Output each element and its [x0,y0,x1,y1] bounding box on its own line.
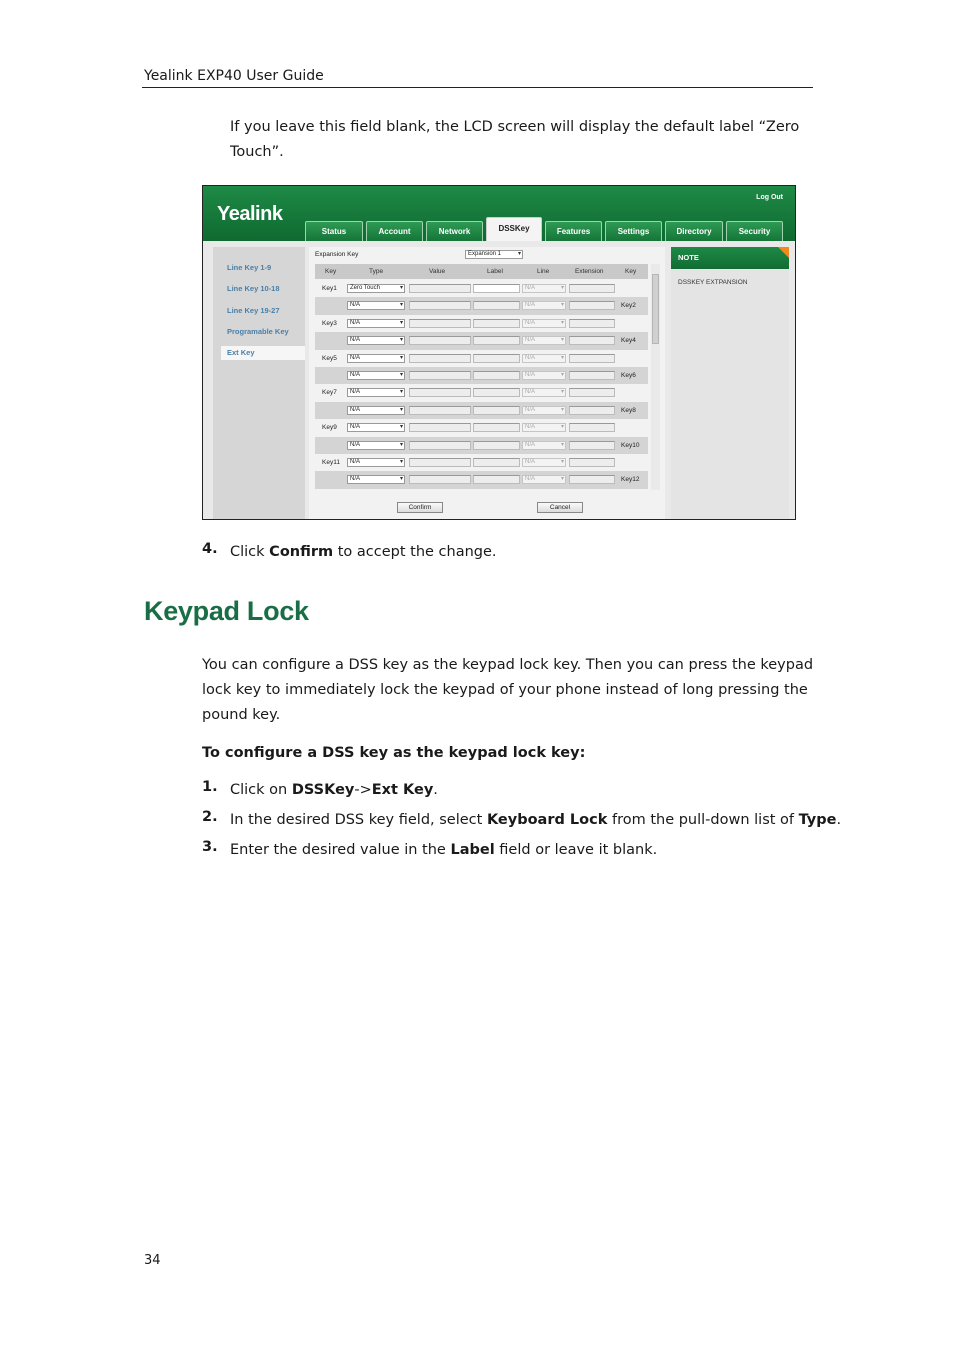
extension-input[interactable] [569,406,615,415]
step-1-number: 1. [202,779,218,795]
table-scrollbar[interactable] [651,264,660,490]
key-name-left: Key7 [322,389,337,397]
extension-input[interactable] [569,371,615,380]
key-name-left: Key5 [322,354,337,362]
step-4-number: 4. [202,541,218,557]
extension-input[interactable] [569,475,615,484]
type-select[interactable]: Zero Touch ▾ [347,284,405,293]
body-line-3: pound key. [202,707,281,723]
label-input[interactable] [473,284,520,293]
line-select[interactable]: N/A ▾ [522,301,566,310]
label-input[interactable] [473,475,520,484]
table-row [315,350,648,367]
body-line-2: lock key to immediately lock the keypad of your phone instead of long pressing the [202,682,808,698]
key-name-right: Key6 [621,372,636,379]
tab-status[interactable]: Status [305,221,363,241]
note-text: DSSKEY EXTPANSION [678,279,748,286]
confirm-button[interactable]: Confirm [397,502,443,513]
column-line: Line [537,268,550,275]
table-row [315,402,648,419]
type-select[interactable]: N/A ▾ [347,319,405,328]
note-corner-icon [778,247,789,258]
label-input[interactable] [473,371,520,380]
tab-dsskey[interactable]: DSSKey [486,217,542,241]
body-line-1: You can configure a DSS key as the keypad lock key. Then you can press the keypad [202,657,814,673]
yealink-logo: Yealink [217,203,283,225]
table-row [315,315,648,332]
tab-network[interactable]: Network [426,221,483,241]
column-label: Label [487,268,503,275]
line-select[interactable]: N/A ▾ [522,354,566,363]
type-select[interactable]: N/A ▾ [347,388,405,397]
label-input[interactable] [473,354,520,363]
table-row [315,437,648,454]
type-select[interactable]: N/A ▾ [347,458,405,467]
label-input[interactable] [473,319,520,328]
label-input[interactable] [473,441,520,450]
table-row [315,280,648,297]
sidebar-item-line-key-1-9[interactable]: Line Key 1-9 [227,263,272,272]
type-select[interactable]: N/A ▾ [347,371,405,380]
value-input[interactable] [409,406,471,415]
table-row [315,297,648,314]
note-title: NOTE [671,247,789,269]
note-panel [671,247,789,519]
label-input[interactable] [473,406,520,415]
label-input[interactable] [473,301,520,310]
line-select[interactable]: N/A ▾ [522,441,566,450]
header-rule [142,87,813,88]
table-row [315,419,648,436]
top-banner [203,186,795,241]
table-row [315,454,648,471]
line-select[interactable]: N/A ▾ [522,475,566,484]
value-input[interactable] [409,371,471,380]
step-1-text: Click on DSSKey->Ext Key. [230,782,438,798]
sidebar-item-ext-key[interactable]: Ext Key [221,346,305,360]
label-input[interactable] [473,458,520,467]
key-name-left: Key3 [322,319,337,327]
type-select[interactable]: N/A ▾ [347,301,405,310]
column-key-left: Key [325,268,337,275]
key-name-right: Key4 [621,337,636,345]
extension-input[interactable] [569,354,615,363]
key-name-right: Key8 [621,406,636,414]
line-select[interactable]: N/A ▾ [522,284,566,293]
tab-features[interactable]: Features [545,221,602,241]
sidebar [213,247,305,519]
line-select[interactable]: N/A ▾ [522,336,566,345]
extension-input[interactable] [569,388,615,397]
table-header [315,264,648,279]
section-title: Keypad Lock [144,596,309,626]
running-header: Yealink EXP40 User Guide [144,68,324,84]
extension-input[interactable] [569,336,615,345]
line-select[interactable]: N/A ▾ [522,458,566,467]
sidebar-item-line-key-19-27[interactable]: Line Key 19-27 [227,306,280,315]
cancel-button[interactable]: Cancel [537,502,583,513]
key-name-right: Key2 [621,302,636,310]
key-name-left: Key9 [322,424,337,432]
dsskey-screenshot [202,185,796,520]
extension-input[interactable] [569,423,615,432]
type-select[interactable]: N/A ▾ [347,406,405,415]
type-select[interactable]: N/A ▾ [347,354,405,363]
type-select[interactable]: N/A ▾ [347,441,405,450]
page-number: 34 [144,1253,161,1268]
extension-input[interactable] [569,284,615,293]
column-type: Type [369,268,384,275]
key-name-right: Key10 [621,441,640,449]
label-input[interactable] [473,423,520,432]
type-select[interactable]: N/A ▾ [347,423,405,432]
extension-input[interactable] [569,441,615,450]
line-select[interactable]: N/A ▾ [522,319,566,328]
key-name-left: Key11 [322,459,340,466]
scrollbar-thumb[interactable] [652,274,659,344]
tab-security[interactable]: Security [726,221,783,241]
key-name-left: Key1 [322,285,337,292]
expansion-key-label: Expansion Key [315,251,359,258]
sidebar-item-line-key-10-18[interactable]: Line Key 10-18 [227,284,280,293]
step-2-text: In the desired DSS key field, select Keyboard Lock from the pull-down list of Type. [230,812,842,828]
value-input[interactable] [409,354,471,363]
value-input[interactable] [409,441,471,450]
line-select[interactable]: N/A ▾ [522,423,566,432]
extension-input[interactable] [569,301,615,310]
step-3-text: Enter the desired value in the Label field or leave it blank. [230,842,658,858]
table-row [315,384,648,401]
intro-line-2: Touch”. [230,144,284,160]
value-input[interactable] [409,475,471,484]
value-input[interactable] [409,301,471,310]
table-row [315,332,648,349]
line-select[interactable]: N/A ▾ [522,388,566,397]
step-3-number: 3. [202,839,218,855]
column-extension: Extension [575,268,604,275]
column-key-right: Key [625,268,637,275]
label-input[interactable] [473,388,520,397]
dsskey-content [309,247,665,519]
confirm-term: Confirm [269,544,334,560]
line-select[interactable]: N/A ▾ [522,371,566,380]
type-select[interactable]: N/A ▾ [347,336,405,345]
tab-account[interactable]: Account [366,221,423,241]
tab-settings[interactable]: Settings [605,221,662,241]
value-input[interactable] [409,458,471,467]
step-4-text: Click Confirm to accept the change. [230,544,497,560]
intro-line-1: If you leave this field blank, the LCD screen will display the default label “Zero [230,119,800,135]
tab-directory[interactable]: Directory [665,221,723,241]
type-select[interactable]: N/A ▾ [347,475,405,484]
extension-input[interactable] [569,319,615,328]
line-select[interactable]: N/A ▾ [522,406,566,415]
logout-link[interactable]: Log Out [756,194,783,201]
step-2-number: 2. [202,809,218,825]
table-row [315,367,648,384]
value-input[interactable] [409,284,471,293]
expansion-select[interactable]: Expansion 1 ▾ [465,250,523,259]
table-row [315,471,648,488]
label-input[interactable] [473,336,520,345]
value-input[interactable] [409,319,471,328]
sidebar-item-programable-key[interactable]: Programable Key [227,327,289,336]
procedure-title: To configure a DSS key as the keypad lock key: [202,745,586,761]
value-input[interactable] [409,388,471,397]
column-value: Value [429,268,446,275]
key-name-right: Key12 [621,476,640,484]
value-input[interactable] [409,423,471,432]
value-input[interactable] [409,336,471,345]
extension-input[interactable] [569,458,615,467]
